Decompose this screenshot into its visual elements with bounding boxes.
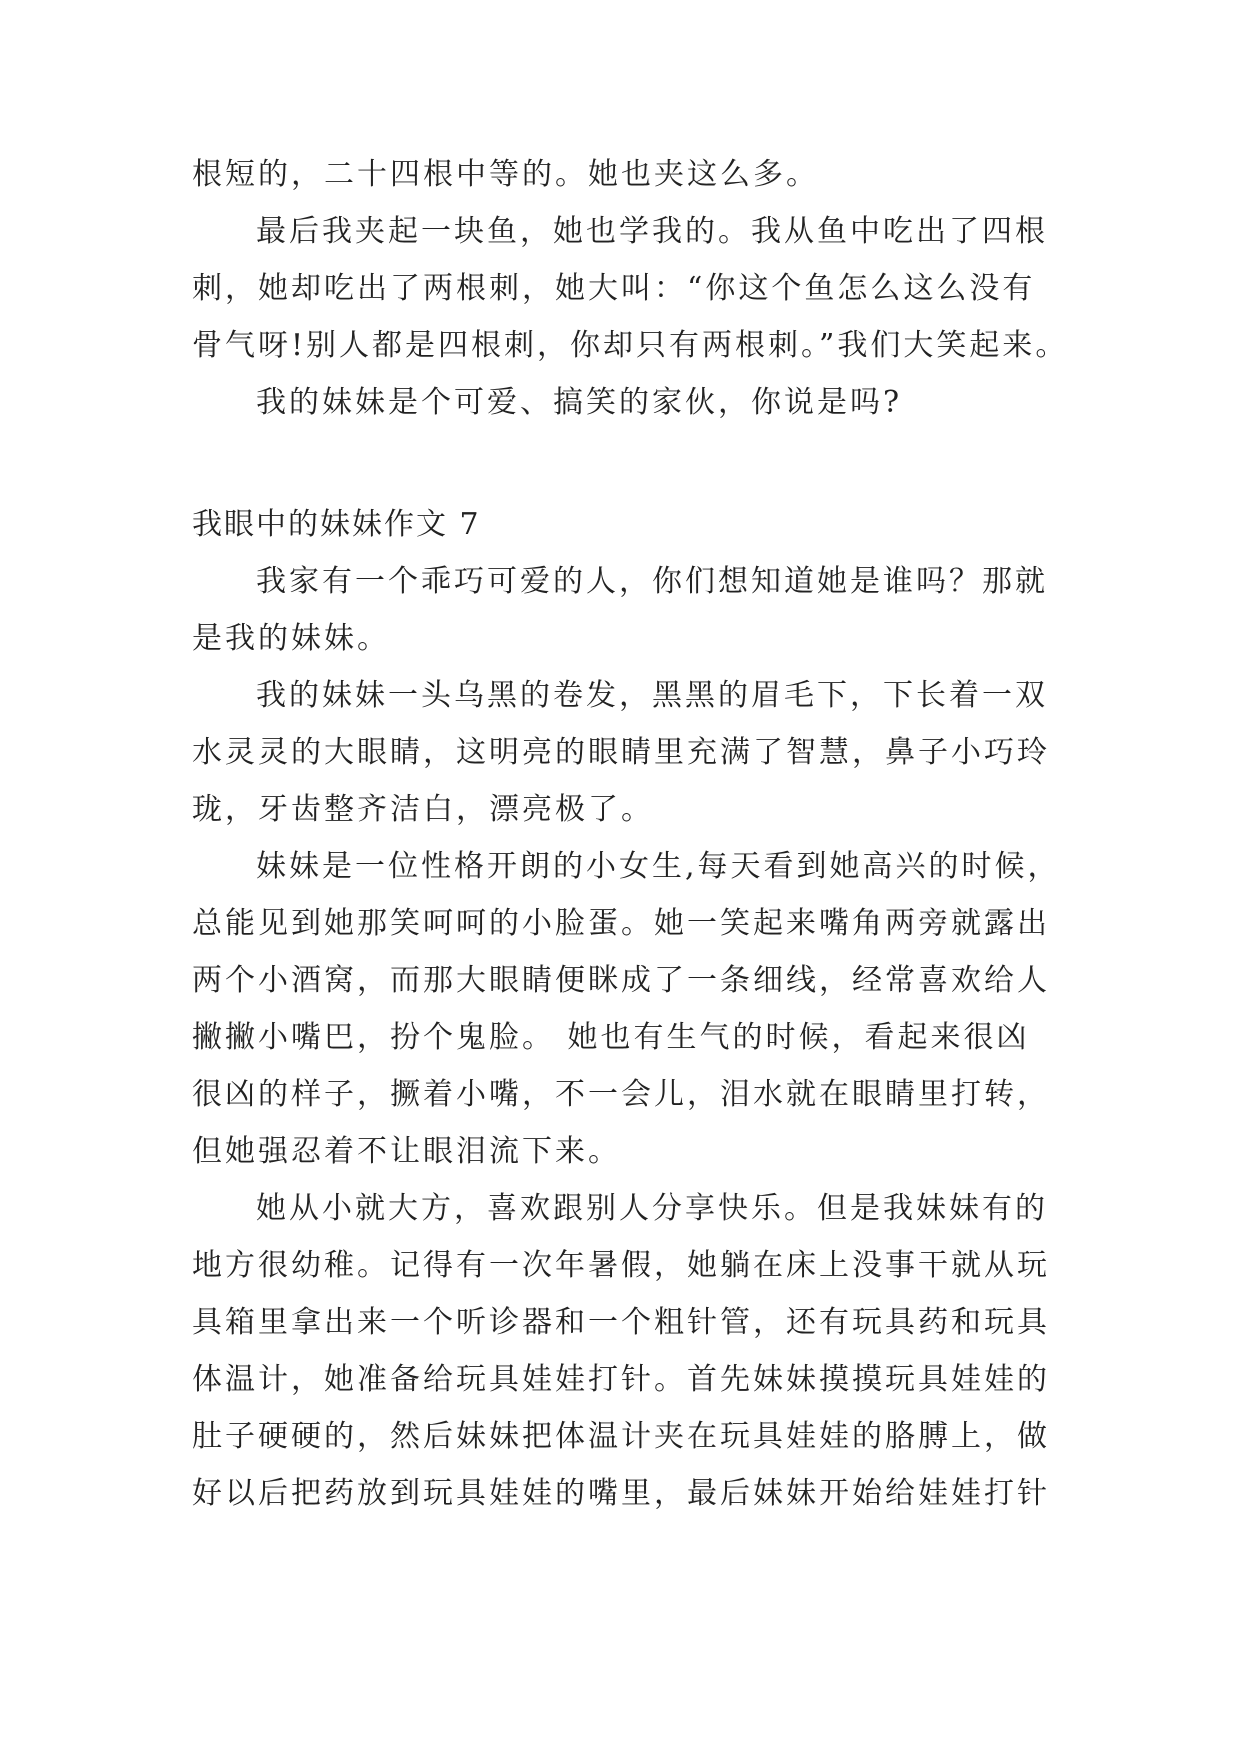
text-line: 珑，牙齿整齐洁白，漂亮极了。 (192, 792, 654, 827)
paragraph-start: 我家有一个乖巧可爱的人，你们想知道她是谁吗？那就 (256, 564, 1048, 599)
paragraph-start: 她从小就大方，喜欢跟别人分享快乐。但是我妹妹有的 (256, 1191, 1048, 1226)
text-line: 水灵灵的大眼睛，这明亮的眼睛里充满了智慧，鼻子小巧玲 (192, 735, 1050, 770)
text-line: 具箱里拿出来一个听诊器和一个粗针管，还有玩具药和玩具 (192, 1305, 1050, 1340)
text-line: 肚子硬硬的，然后妹妹把体温计夹在玩具娃娃的胳膊上，做 (192, 1419, 1050, 1454)
text-line: 体温计，她准备给玩具娃娃打针。首先妹妹摸摸玩具娃娃的 (192, 1362, 1050, 1397)
text-line: 总能见到她那笑呵呵的小脸蛋。她一笑起来嘴角两旁就露出 (192, 906, 1050, 941)
text-line: 根短的，二十四根中等的。她也夹这么多。 (192, 157, 819, 192)
paragraph-start: 我的妹妹一头乌黑的卷发，黑黑的眉毛下，下长着一双 (256, 678, 1048, 713)
paragraph-start: 最后我夹起一块鱼，她也学我的。我从鱼中吃出了四根 (256, 214, 1048, 249)
text-line: 好以后把药放到玩具娃娃的嘴里，最后妹妹开始给娃娃打针 (192, 1476, 1050, 1511)
text-line: 地方很幼稚。记得有一次年暑假，她躺在床上没事干就从玩 (192, 1248, 1050, 1283)
text-line: 很凶的样子，撅着小嘴，不一会儿，泪水就在眼睛里打转， (192, 1077, 1050, 1112)
essay-heading: 我眼中的妹妹作文 7 (192, 507, 481, 542)
text-line: 是我的妹妹。 (192, 621, 390, 656)
paragraph-start: 我的妹妹是个可爱、搞笑的家伙，你说是吗? (256, 385, 903, 420)
text-line: 但她强忍着不让眼泪流下来。 (192, 1134, 621, 1169)
text-line: 刺，她却吃出了两根刺，她大叫：“你这个鱼怎么这么没有 (192, 271, 1036, 306)
text-line: 骨气呀!别人都是四根刺，你却只有两根刺。”我们大笑起来。 (192, 328, 1069, 363)
text-line: 两个小酒窝，而那大眼睛便眯成了一条细线，经常喜欢给人 (192, 963, 1050, 998)
paragraph-start: 妹妹是一位性格开朗的小女生,每天看到她高兴的时候， (256, 849, 1061, 884)
text-line: 撇撇小嘴巴，扮个鬼脸。 她也有生气的时候，看起来很凶 (192, 1020, 1030, 1055)
